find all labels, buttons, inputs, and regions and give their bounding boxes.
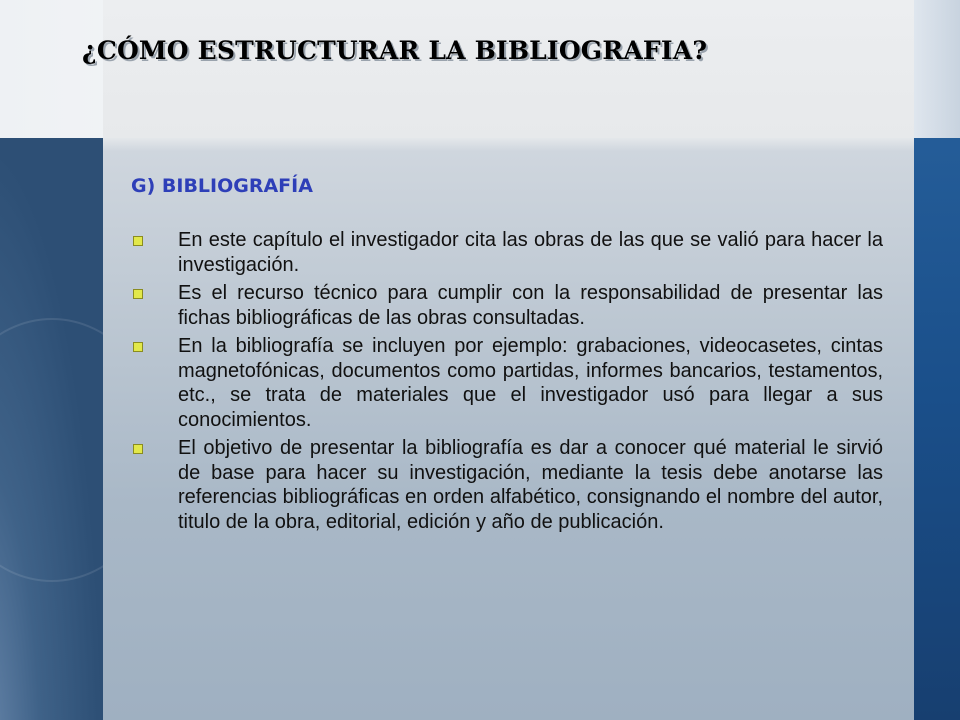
title-area: [103, 0, 914, 138]
bullet-item: [131, 436, 883, 534]
section-heading: G) BIBLIOGRAFÍA: [131, 175, 313, 197]
bullet-item: [131, 228, 883, 277]
square-bullet-icon: [133, 289, 143, 299]
bullet-item: [131, 334, 883, 432]
bullet-list: [131, 228, 883, 538]
square-bullet-icon: [133, 444, 143, 454]
bullet-text: El objetivo de presentar la bibliografía es dar a conocer qué material le sirvió de base para hacer su investigación, mediante la tesis debe anotarse las referencias bibliográficas en orden alfabético, consignando el nombre del autor, titulo de la obra, editorial, edición y año de publicación.: [178, 437, 883, 533]
top-right-strip: [914, 0, 960, 138]
slide-title: ¿CÓMO ESTRUCTURAR LA BIBLIOGRAFIA?: [82, 36, 708, 65]
bullet-text: En la bibliografía se incluyen por ejemplo: grabaciones, videocasetes, cintas magnetofónicas, documentos como partidas, informes bancarios, testamentos, etc., se trata de materiales que el investigador usó para llegar a sus conocimientos.: [178, 335, 883, 431]
bullet-text: Es el recurso técnico para cumplir con la responsabilidad de presentar las fichas bibliográficas de las obras consultadas.: [178, 282, 883, 329]
square-bullet-icon: [133, 236, 143, 246]
bullet-text: En este capítulo el investigador cita las obras de las que se valió para hacer la investigación.: [178, 229, 883, 276]
bullet-item: [131, 281, 883, 330]
square-bullet-icon: [133, 342, 143, 352]
left-background-band: [0, 138, 103, 720]
